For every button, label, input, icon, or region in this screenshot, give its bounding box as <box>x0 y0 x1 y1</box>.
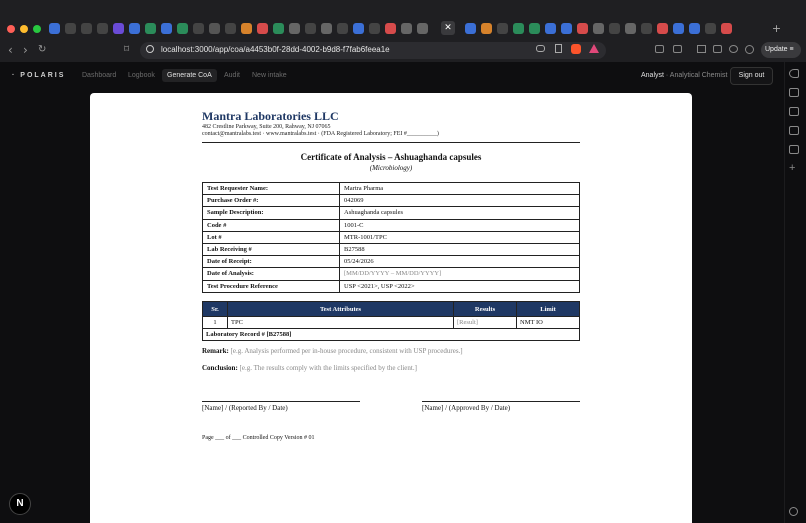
table-row <box>203 219 580 231</box>
tab-favicon-icon[interactable] <box>417 23 428 34</box>
tab-favicon-icon[interactable] <box>289 23 300 34</box>
info-label: Date of Receipt: <box>203 256 340 268</box>
signature-line-approved <box>422 401 580 402</box>
info-label: Lab Receiving # <box>203 243 340 255</box>
rewards-icon[interactable] <box>589 44 599 53</box>
table-row <box>203 280 580 292</box>
tab-favicon-icon[interactable] <box>689 23 700 34</box>
sidebar-toggle-icon[interactable] <box>697 45 706 53</box>
minimize-window-button[interactable] <box>20 25 28 33</box>
table-row <box>203 268 580 280</box>
info-label: Code # <box>203 219 340 231</box>
sidebar-reading-list-icon[interactable] <box>789 145 799 154</box>
next-dev-indicator[interactable]: N <box>9 493 31 515</box>
tab-favicon-icon[interactable] <box>385 23 396 34</box>
tab-favicon-icon[interactable] <box>65 23 76 34</box>
lab-record-number: Laboratory Record # [B27588] <box>203 329 580 341</box>
tab-favicon-icon[interactable] <box>273 23 284 34</box>
sidebar-add-icon[interactable]: + <box>789 162 796 174</box>
table-row <box>203 231 580 243</box>
active-tab-close-icon[interactable]: ✕ <box>441 21 455 35</box>
tab-favicon-icon[interactable] <box>225 23 236 34</box>
extension-icon[interactable] <box>655 45 664 53</box>
user-label: Analyst <box>641 72 664 79</box>
sidebar-settings-icon[interactable] <box>789 507 798 516</box>
back-icon[interactable]: ‹ <box>8 43 13 57</box>
tab-favicon-icon[interactable] <box>97 23 108 34</box>
info-label: Date of Analysis: <box>203 268 340 280</box>
tab-favicon-icon[interactable] <box>513 23 524 34</box>
certificate-subtitle: (Microbiology) <box>369 164 413 172</box>
nav-logbook[interactable]: Logbook <box>128 72 155 79</box>
tab-favicon-icon[interactable] <box>465 23 476 34</box>
info-label: Lot # <box>203 231 340 243</box>
cell-sr: 1 <box>203 317 228 329</box>
nav-new-intake[interactable]: New intake <box>252 72 287 79</box>
table-row <box>203 317 580 329</box>
col-test-attributes: Test Attributes <box>228 302 454 317</box>
sidebar-wallet-icon[interactable] <box>789 107 799 116</box>
tab-favicon-icon[interactable] <box>49 23 60 34</box>
nav-audit[interactable]: Audit <box>224 72 240 79</box>
tab-favicon-icon[interactable] <box>497 23 508 34</box>
nav-generate-coa[interactable]: Generate CoA <box>162 69 217 82</box>
tab-favicon-icon[interactable] <box>209 23 220 34</box>
brand-logo[interactable]: · POLARIS <box>12 72 66 79</box>
certificate-title: Certificate of Analysis – Ashuaghanda capsules <box>300 152 482 162</box>
sidebar-bookmarks-icon[interactable] <box>789 126 799 135</box>
cell-limit[interactable]: NMT IO <box>517 317 580 329</box>
info-value[interactable]: USP <2021>, USP <2022> <box>340 280 580 292</box>
info-value[interactable]: B27588 <box>340 243 580 255</box>
new-tab-button[interactable]: + <box>771 22 782 35</box>
tab-favicon-icon[interactable] <box>321 23 332 34</box>
tab-favicon-icon[interactable] <box>177 23 188 34</box>
signature-line-reported <box>202 401 360 402</box>
header-divider <box>202 142 580 143</box>
info-label: Test Requester Name: <box>203 183 340 195</box>
user-role: · Analytical Chemist <box>665 72 728 79</box>
info-value[interactable]: 05/24/2026 <box>340 256 580 268</box>
tab-favicon-icon[interactable] <box>161 23 172 34</box>
signature-approved-by[interactable]: [Name] / (Approved By / Date) <box>422 404 511 412</box>
share-icon[interactable] <box>555 44 562 53</box>
remark-line <box>202 347 463 355</box>
col-results: Results <box>454 302 517 317</box>
tab-favicon-icon[interactable] <box>241 23 252 34</box>
reader-mode-icon[interactable] <box>673 45 682 53</box>
site-info-icon[interactable] <box>146 45 154 53</box>
tab-favicon-icon[interactable] <box>145 23 156 34</box>
wallet-icon[interactable] <box>713 45 722 53</box>
table-row <box>203 256 580 268</box>
table-row <box>203 243 580 255</box>
info-value[interactable]: Martra Pharma <box>340 183 580 195</box>
tab-favicon-icon[interactable] <box>529 23 540 34</box>
col-sr: Sr. <box>203 302 228 317</box>
key-icon[interactable] <box>536 45 545 52</box>
info-value[interactable]: MTR-1001/TPC <box>340 231 580 243</box>
tab-favicon-icon[interactable] <box>257 23 268 34</box>
conclusion-text[interactable]: [e.g. The results comply with the limits specified by the client.] <box>239 364 417 372</box>
tab-favicon-icon[interactable] <box>545 23 556 34</box>
tab-favicon-icon[interactable] <box>721 23 732 34</box>
url-text[interactable]: localhost:3000/app/coa/a4453b0f-28dd-4002-b9d8-f7fab6feea1e <box>161 45 390 54</box>
info-value[interactable]: 1001-C <box>340 219 580 231</box>
browser-tab-strip <box>0 0 806 40</box>
table-row <box>203 183 580 195</box>
zoom-window-button[interactable] <box>33 25 41 33</box>
vpn-icon[interactable] <box>745 45 754 54</box>
col-limit: Limit <box>517 302 580 317</box>
tab-favicon-icon[interactable] <box>641 23 652 34</box>
menu-icon: ≡ <box>789 46 794 53</box>
tab-favicon-icon[interactable] <box>129 23 140 34</box>
signature-reported-by[interactable]: [Name] / (Reported By / Date) <box>202 404 288 412</box>
tab-favicon-icon[interactable] <box>593 23 604 34</box>
conclusion-label: Conclusion: <box>202 364 238 372</box>
info-label: Purchase Order #: <box>203 195 340 207</box>
tab-favicon-icon[interactable] <box>705 23 716 34</box>
update-label: Update <box>765 46 788 53</box>
conclusion-line <box>202 364 417 372</box>
leo-icon[interactable] <box>729 45 738 53</box>
company-name: Mantra Laboratories LLC <box>202 109 339 123</box>
info-value[interactable]: 042069 <box>340 195 580 207</box>
brave-shield-icon[interactable] <box>571 44 581 54</box>
tab-favicon-icon[interactable] <box>113 23 124 34</box>
tab-favicon-icon[interactable] <box>369 23 380 34</box>
info-value[interactable]: Ashuaghanda capsules <box>340 207 580 219</box>
sidebar-chat-icon[interactable] <box>789 88 799 97</box>
test-results-table <box>202 301 580 341</box>
tab-favicon-icon[interactable] <box>337 23 348 34</box>
table-row <box>203 207 580 219</box>
tab-favicon-icon[interactable] <box>81 23 92 34</box>
remark-label: Remark: <box>202 347 229 355</box>
sign-out-button[interactable]: Sign out <box>730 67 773 85</box>
cell-test-attribute[interactable]: TPC <box>228 317 454 329</box>
document-footer: Page ___ of ___ Controlled Copy Version # 01 <box>202 435 315 441</box>
close-window-button[interactable] <box>7 25 15 33</box>
tab-favicon-icon[interactable] <box>561 23 572 34</box>
tab-favicon-icon[interactable] <box>305 23 316 34</box>
company-address: 482 Crestline Parkway, Suite 200, Rahway, NJ 07065 <box>202 124 331 130</box>
tab-favicon-icon[interactable] <box>625 23 636 34</box>
info-label: Test Procedure Reference <box>203 280 340 292</box>
tab-favicon-icon[interactable] <box>673 23 684 34</box>
cell-result[interactable]: [Result] <box>454 317 517 329</box>
company-contact: contact@mantralabs.test · www.mantralabs.test · (FDA Registered Laboratory; FEI #__________) <box>202 131 439 137</box>
tab-favicon-icon[interactable] <box>401 23 412 34</box>
sample-info-table <box>202 182 580 293</box>
tab-favicon-icon[interactable] <box>353 23 364 34</box>
reload-icon[interactable]: ↻ <box>38 44 47 55</box>
table-row <box>203 195 580 207</box>
info-value[interactable]: [MM/DD/YYYY – MM/DD/YYYY] <box>340 268 580 280</box>
info-label: Sample Description: <box>203 207 340 219</box>
update-button[interactable] <box>761 42 801 58</box>
tab-favicon-icon[interactable] <box>193 23 204 34</box>
tab-favicon-icon[interactable] <box>657 23 668 34</box>
forward-icon[interactable]: › <box>23 43 28 57</box>
tab-favicon-icon[interactable] <box>481 23 492 34</box>
user-info <box>641 72 727 79</box>
sidebar-pin-icon[interactable] <box>789 69 799 78</box>
tab-favicon-icon[interactable] <box>609 23 620 34</box>
bookmark-icon[interactable]: ⌑ <box>124 44 130 55</box>
tab-favicon-icon[interactable] <box>577 23 588 34</box>
remark-text[interactable]: [e.g. Analysis performed per in-house procedure, consistent with USP procedures.] <box>230 347 463 355</box>
nav-dashboard[interactable]: Dashboard <box>82 72 117 79</box>
